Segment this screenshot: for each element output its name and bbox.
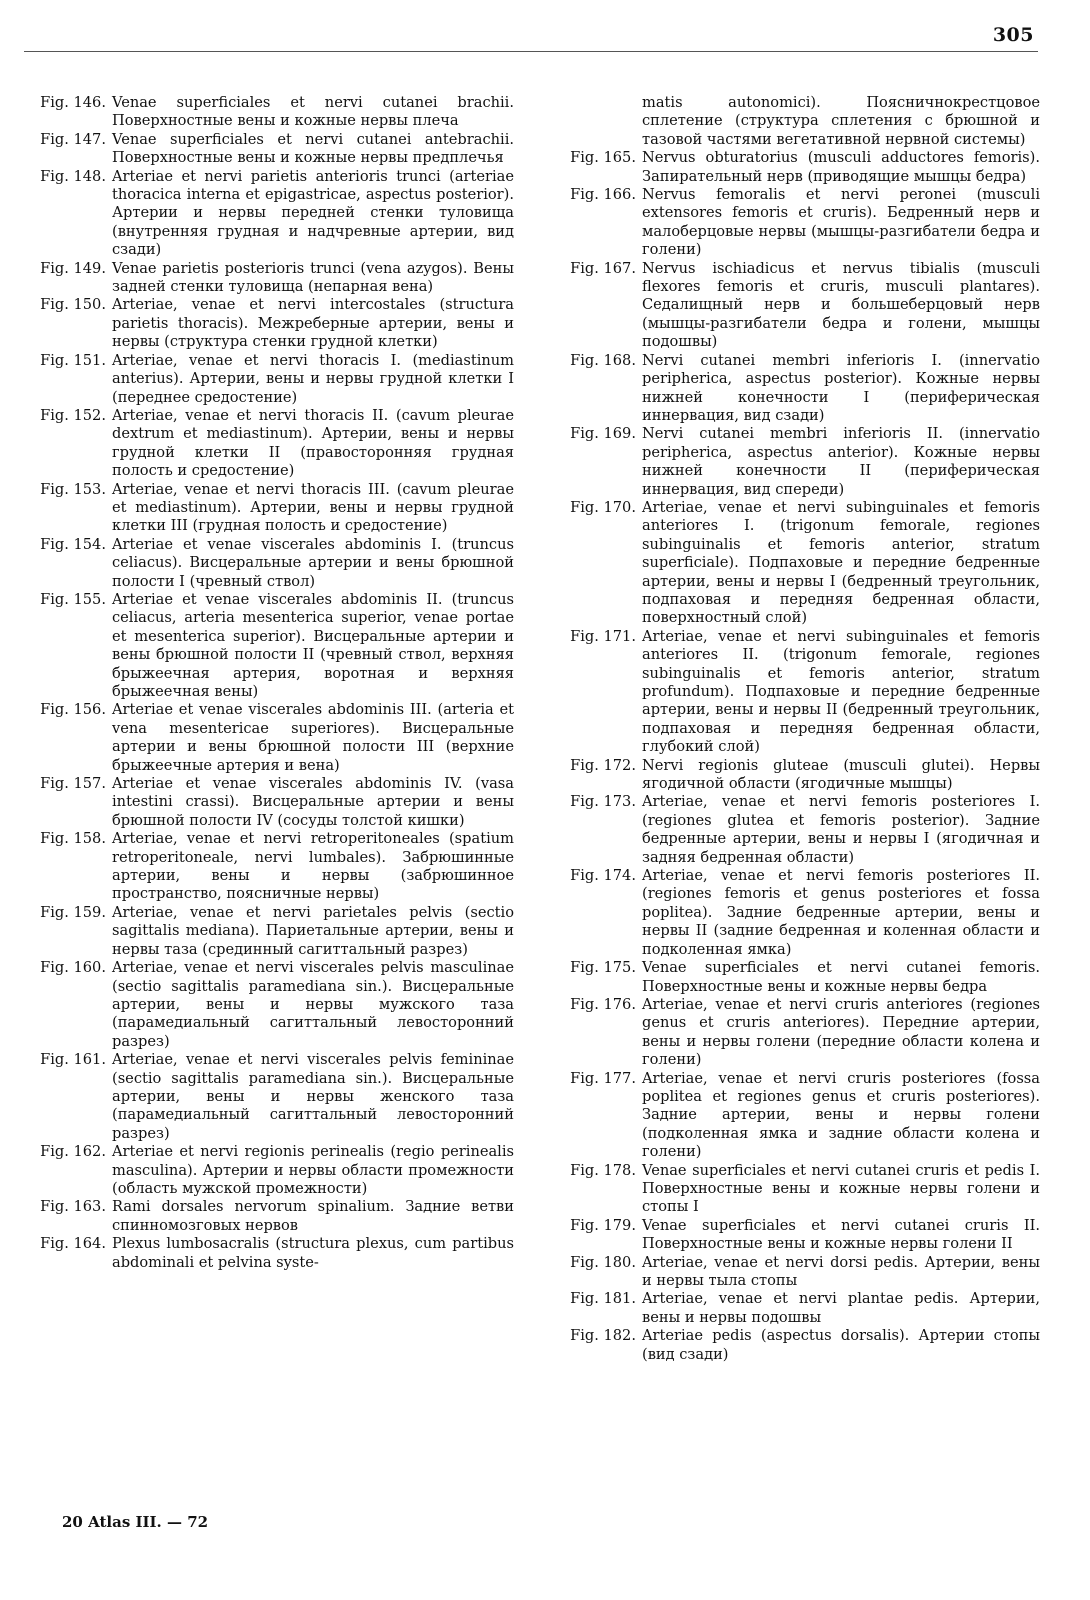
figure-number: Fig. 163. [40,1198,106,1216]
figure-caption: Arteriae, venae et nervi plantae pedis. Артерии, вены и нервы подошвы [642,1290,1040,1326]
figure-number: Fig. 180. [570,1253,636,1271]
figure-entry [556,260,1040,352]
figure-caption: Arteriae, venae et nervi thoracis II. (cavum pleurae dextrum et mediastinum). Артерии, вены и нервы грудной клетки II (правосторонняя грудная полость и средостение) [112,406,514,480]
figure-caption: Rami dorsales nervorum spinalium. Задние ветви спинномозговых нервов [112,1198,514,1234]
figure-entry [556,1327,1040,1364]
figure-entry [26,1235,514,1272]
figure-number: Fig. 172. [570,756,636,774]
figure-entry [556,1290,1040,1327]
figure-caption: Arteriae, venae et nervi subinguinales et femoris anteriores I. (trigonum femorale, regiones subinguinalis et femoris anterior, stratum superficiale). Подпаховые и передние бедренные артерии, вены и нервы I (бедренный треугольник, подпаховая и передняя бедренная области, поверхностный слой) [642,498,1040,627]
figure-caption: Arteriae, venae et nervi cruris anteriores (regiones genus et cruris anteriores). Передние артерии, вены и нервы голени (передние области колена и голени) [642,995,1040,1069]
figure-entry [556,499,1040,628]
figure-caption: Arteriae, venae et nervi subinguinales et femoris anteriores II. (trigonum femorale, regiones subinguinalis et femoris anterior, stratum profundum). Подпаховые и передние бедренные артерии, вены и нервы II (бедренный треугольник, подпаховая и передняя бедренная области, глубокий слой) [642,627,1040,756]
figure-entry [556,1254,1040,1291]
figure-number: Fig. 160. [40,959,106,977]
figure-number: Fig. 171. [570,627,636,645]
figure-caption: Arteriae et venae viscerales abdominis II. (truncus celiacus, arteria mesenterica superior, venae portae et mesenterica superior). Висцеральные артерии и вены брюшной полости II (чревный ствол, верхняя брыжеечная артерия, воротная и верхняя брыжеечная вены) [112,590,514,700]
printer-signature: 20 Atlas III. — 72 [62,1513,209,1531]
figure-number: Fig. 156. [40,701,106,719]
figure-number: Fig. 148. [40,167,106,185]
figure-caption: Arteriae, venae et nervi parietales pelvis (sectio sagittalis mediana). Париетальные артерии, вены и нервы таза (срединный сагиттальный разрез) [112,903,514,958]
figure-caption: Arteriae et venae viscerales abdominis I. (truncus celiacus). Висцеральные артерии и вены брюшной полости I (чревный ствол) [112,535,514,590]
figure-entry [26,131,514,168]
figure-caption: Arteriae et nervi regionis perinealis (regio perinealis masculina). Артерии и нервы области промежности (область мужской промежности) [112,1143,514,1197]
figure-number: Fig. 158. [40,830,106,848]
figure-number: Fig. 159. [40,903,106,921]
figure-caption: Venae superficiales et nervi cutanei cruris II. Поверхностные вены и кожные нервы голени II [642,1216,1040,1253]
figure-number: Fig. 178. [570,1161,636,1179]
figure-caption: Nervi cutanei membri inferioris II. (innervatio peripherica, aspectus anterior). Кожные нервы нижней конечности II (периферическая иннервация, вид спереди) [642,425,1040,498]
figure-number: Fig. 165. [570,149,636,167]
figure-entry [26,1143,514,1198]
figure-entry [26,260,514,297]
figure-caption: Arteriae, venae et nervi viscerales pelvis masculinae (sectio sagittalis paramediana sin.). Висцеральные артерии, вены и нервы мужского таза (парамедиальный сагиттальный левосторонний разрез) [112,959,514,1050]
figure-number: Fig. 155. [40,590,106,608]
figure-caption: Arteriae et venae viscerales abdominis III. (arteria et vena mesentericae superiores). Висцеральные артерии и вены брюшной полости III (верхние брыжеечные артерия и вена) [112,701,514,774]
figure-entry [26,701,514,775]
figure-number: Fig. 177. [570,1069,636,1087]
page-number: 305 [992,24,1034,46]
figure-caption: Nervi cutanei membri inferioris I. (innervatio peripherica, aspectus posterior). Кожные нервы нижней конечности I (периферическая иннервация, вид сзади) [642,351,1040,424]
figure-number: Fig. 161. [40,1051,106,1069]
figure-entry [556,867,1040,959]
figure-entry [26,407,514,481]
figure-caption: Arteriae et nervi parietis anterioris trunci (arteriae thoracica interna et epigastricae, aspectus posterior). Артерии и нервы передней стенки туловища (внутренняя грудная и надчревные артерии, вид сзади) [112,167,514,259]
figure-caption: Venae superficiales et nervi cutanei cruris et pedis I. Поверхностные вены и кожные нервы голени и стопы I [642,1161,1040,1216]
figure-caption: Nervi regionis gluteae (musculi glutei). Нервы ягодичной области (ягодичные мышцы) [642,756,1040,793]
figure-caption: Arteriae, venae et nervi dorsi pedis. Артерии, вены и нервы тыла стопы [642,1253,1040,1289]
figure-entry [556,793,1040,867]
figure-caption: Arteriae pedis (aspectus dorsalis). Артерии стопы (вид сзади) [642,1327,1040,1363]
figure-caption: Nervus obturatorius (musculi adductores femoris). Запирательный нерв (приводящие мышцы бедра) [642,149,1040,185]
figure-entry [556,1217,1040,1254]
figure-number: Fig. 166. [570,186,636,204]
figure-entry [26,481,514,536]
figure-number: Fig. 162. [40,1143,106,1161]
figure-number: Fig. 153. [40,480,106,498]
figure-caption: Venae superficiales et nervi cutanei femoris. Поверхностные вены и кожные нервы бедра [642,959,1040,995]
figure-caption: Venae superficiales et nervi cutanei brachii. Поверхностные вены и кожные нервы плеча [112,94,514,130]
figure-caption: Arteriae, venae et nervi cruris posteriores (fossa poplitea et regiones genus et cruris posteriores). Задние артерии, вены и нервы голени (подколенная ямка и задние области колена и голени) [642,1069,1040,1161]
continued-entry-text: matis autonomici). Поясничнокрестцовое сплетение (структура сплетения с брюшной и тазовой частями вегетативной нервной системы) [642,94,1040,148]
figure-entry [26,536,514,591]
right-column [556,94,1040,1364]
figure-number: Fig. 147. [40,130,106,148]
figure-caption: Arteriae, venae et nervi femoris posteriores II. (regiones femoris et genus posteriores et fossa poplitea). Задние бедренные артерии, вены и нервы II (задние бедренная и коленная области и подколенная ямка) [642,867,1040,958]
figure-entry [556,628,1040,757]
figure-caption: Arteriae, venae et nervi intercostales (structura parietis thoracis). Межреберные артерии, вены и нервы (структура стенки грудной клетки) [112,296,514,351]
figure-number: Fig. 146. [40,94,106,111]
figure-entry [556,757,1040,794]
figure-caption: Venae parietis posterioris trunci (vena azygos). Вены задней стенки туловища (непарная вена) [112,259,514,296]
figure-entry [26,1198,514,1235]
figure-caption: Arteriae, venae et nervi femoris posteriores I. (regiones glutea et femoris posterior). Задние бедренные артерии, вены и нервы I (ягодичная и задняя бедренная области) [642,793,1040,866]
figure-number: Fig. 150. [40,296,106,314]
figure-number: Fig. 174. [570,867,636,885]
figure-number: Fig. 164. [40,1235,106,1253]
header-rule [24,51,1038,52]
figure-number: Fig. 152. [40,406,106,424]
figure-entry [556,996,1040,1070]
figure-number: Fig. 173. [570,793,636,811]
figure-caption: Arteriae, venae et nervi retroperitoneales (spatium retroperitoneale, nervi lumbales). Забрюшинные артерии, вены и нервы (забрюшинное пространство, поясничные нервы) [112,830,514,903]
figure-entry [26,775,514,830]
figure-number: Fig. 175. [570,959,636,977]
figure-entry [556,352,1040,426]
figure-number: Fig. 168. [570,351,636,369]
figure-caption: Arteriae, venae et nervi viscerales pelvis femininae (sectio sagittalis paramediana sin.). Висцеральные артерии, вены и нервы женского таза (парамедиальный сагиттальный левосторонний разрез) [112,1051,514,1142]
figure-number: Fig. 179. [570,1216,636,1234]
figure-entry [556,959,1040,996]
figure-caption: Nervus femoralis et nervi peronei (musculi extensores femoris et cruris). Бедренный нерв и малоберцовые нервы (мышцы-разгибатели бедра и голени) [642,186,1040,259]
figure-entry [26,591,514,701]
left-column [26,94,514,1272]
figure-caption: Arteriae, venae et nervi thoracis I. (mediastinum anterius). Артерии, вены и нервы грудной клетки I (переднее средостение) [112,351,514,406]
figure-number: Fig. 149. [40,259,106,277]
figure-entry [26,830,514,904]
figure-entry [26,1051,514,1143]
figure-entry [556,1070,1040,1162]
figure-entry [26,168,514,260]
figure-entry [556,149,1040,186]
figure-caption: Arteriae et venae viscerales abdominis IV. (vasa intestini crassi). Висцеральные артерии и вены брюшной полости IV (сосуды толстой кишки) [112,775,514,829]
figure-caption: Plexus lumbosacralis (structura plexus, cum partibus abdominali et pelvina syste- [112,1235,514,1271]
figure-entry [26,959,514,1051]
figure-number: Fig. 157. [40,775,106,793]
figure-number: Fig. 167. [570,259,636,277]
figure-entry [556,425,1040,499]
figure-number: Fig. 169. [570,425,636,443]
figure-entry [26,94,514,131]
figure-entry [26,352,514,407]
figure-number: Fig. 154. [40,535,106,553]
figure-number: Fig. 176. [570,995,636,1013]
figure-caption: Arteriae, venae et nervi thoracis III. (cavum pleurae et mediastinum). Артерии, вены и нервы грудной клетки III (грудная полость и средостение) [112,480,514,535]
figure-entry [26,296,514,351]
figure-entry [556,1162,1040,1217]
figure-entry [556,186,1040,260]
figure-caption: Nervus ischiadicus et nervus tibialis (musculi flexores femoris et cruris, musculi plantares). Седалищный нерв и большеберцовый нерв (мышцы-разгибатели бедра и голени, мышцы подошвы) [642,259,1040,351]
figure-number: Fig. 181. [570,1290,636,1308]
figure-number: Fig. 170. [570,498,636,516]
figure-entry [26,904,514,959]
figure-number: Fig. 182. [570,1327,636,1345]
figure-caption: Venae superficiales et nervi cutanei antebrachii. Поверхностные вены и кожные нервы предплечья [112,130,514,167]
figure-number: Fig. 151. [40,351,106,369]
